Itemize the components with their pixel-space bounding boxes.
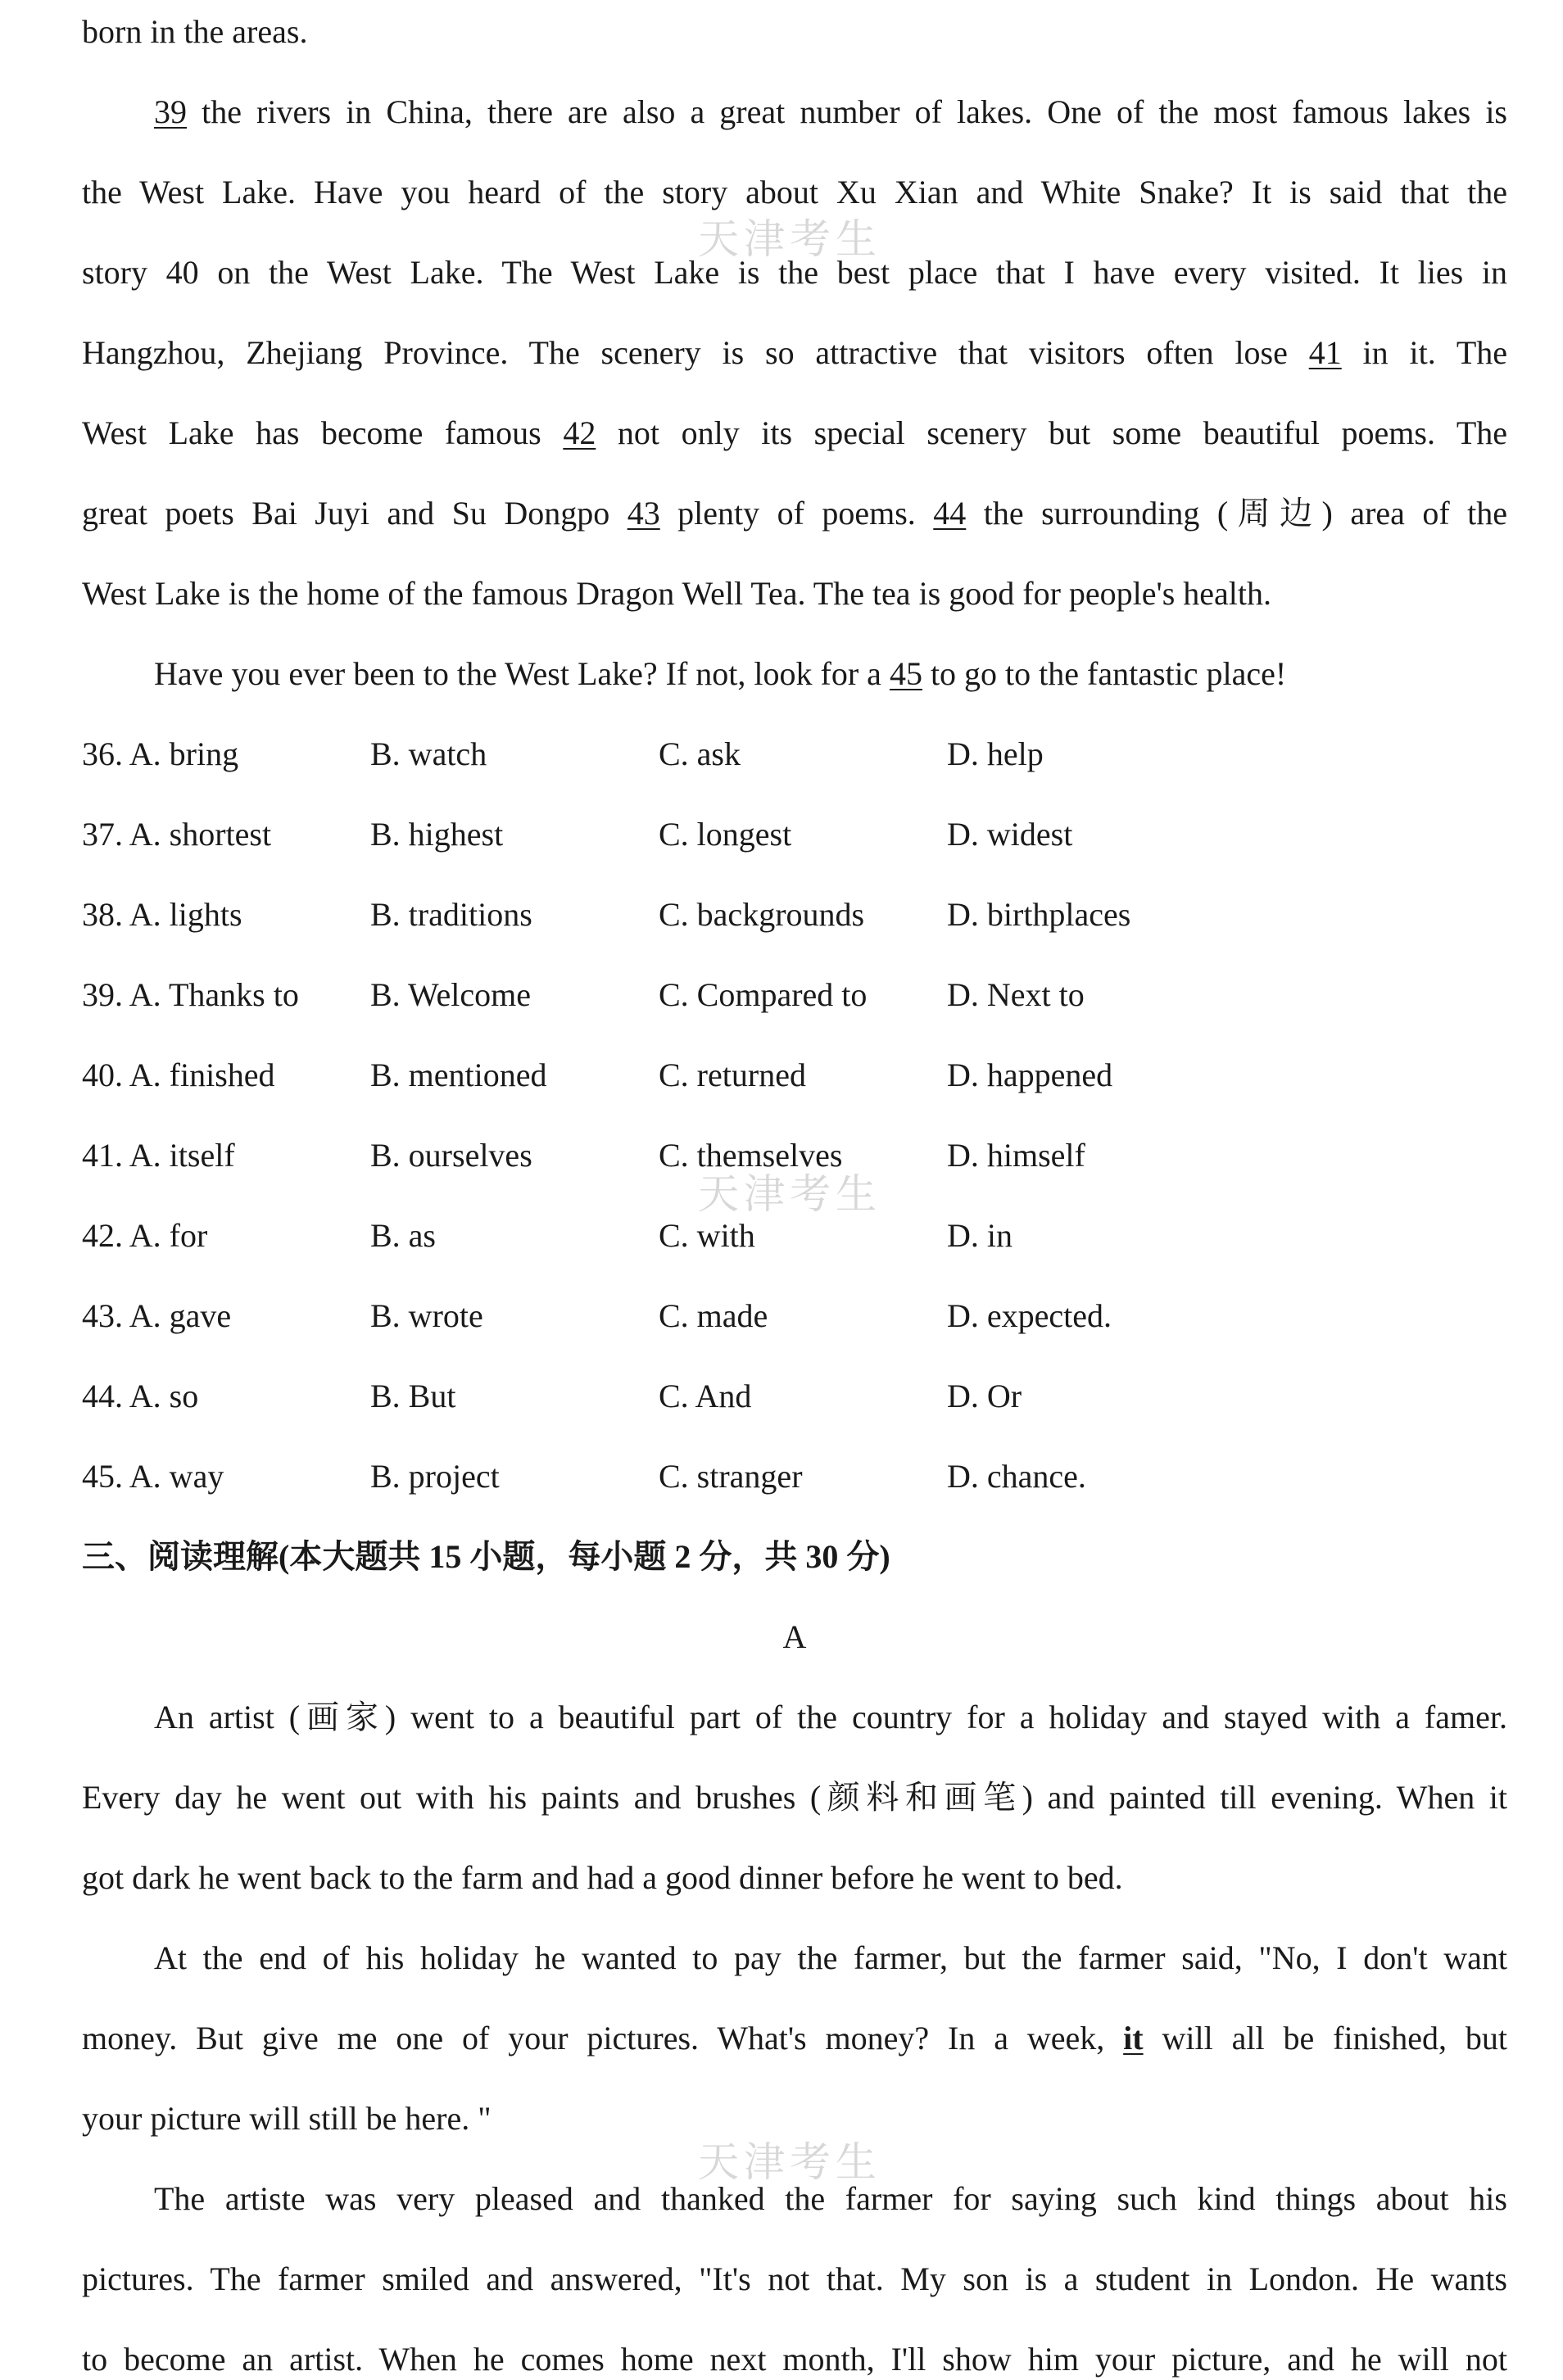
option-b: B. Welcome — [370, 976, 531, 1013]
option-d: D. widest — [947, 816, 1073, 853]
option-row — [82, 1456, 1507, 1497]
option-c: C. returned — [659, 1057, 806, 1093]
option-b: B. ourselves — [370, 1137, 532, 1174]
option-b: B. But — [370, 1378, 456, 1414]
option-c: C. stranger — [659, 1458, 803, 1495]
option-d: D. Next to — [947, 976, 1085, 1013]
passage-line: born in the areas. — [82, 13, 308, 50]
passage-line: the West Lake. Have you heard of the story about Xu Xian and White Snake? It is said that the — [82, 174, 1507, 210]
passage-line: to become an artist. When he comes home next month, I'll show him your picture, and he will not — [82, 2341, 1507, 2378]
option-c: C. with — [659, 1217, 755, 1254]
passage-line: Hangzhou, Zhejiang Province. The scenery is so attractive that visitors often lose 41 in it. The — [82, 334, 1508, 371]
passage-line: At the end of his holiday he wanted to pay the farmer, but the farmer said, "No, I don't want — [154, 1939, 1507, 1976]
option-row — [82, 1055, 1507, 1096]
option-d: D. Or — [947, 1378, 1022, 1414]
passage-line: West Lake has become famous 42 not only its special scenery but some beautiful poems. The — [82, 414, 1508, 451]
option-a: 37. A. shortest — [82, 816, 272, 853]
passage-line: got dark he went back to the farm and had a good dinner before he went to bed. — [82, 1859, 1123, 1896]
option-row — [82, 975, 1507, 1016]
option-b: B. wrote — [370, 1297, 483, 1334]
option-c: C. themselves — [659, 1137, 843, 1174]
option-a: 36. A. bring — [82, 735, 239, 772]
blank-43: 43 — [627, 495, 660, 532]
passage-line: West Lake is the home of the famous Dragon Well Tea. The tea is good for people's health. — [82, 575, 1272, 612]
option-row — [82, 1296, 1507, 1337]
option-a: 42. A. for — [82, 1217, 208, 1254]
passage-line: pictures. The farmer smiled and answered, "It's not that. My son is a student in London. He wants — [82, 2260, 1507, 2297]
blank-44: 44 — [933, 495, 967, 532]
option-row — [82, 1135, 1507, 1176]
option-row — [82, 1376, 1507, 1417]
option-c: C. Compared to — [659, 976, 868, 1013]
option-row — [82, 894, 1507, 935]
option-d: D. in — [947, 1217, 1013, 1254]
underlined-it: it — [1123, 2020, 1144, 2056]
option-d: D. himself — [947, 1137, 1085, 1174]
option-b: B. traditions — [370, 896, 532, 933]
option-c: C. longest — [659, 816, 792, 853]
section-heading: 三、阅读理解(本大题共 15 小题，每小题 2 分，共 30 分) — [82, 1538, 890, 1575]
option-a: 40. A. finished — [82, 1057, 275, 1093]
option-a: 39. A. Thanks to — [82, 976, 299, 1013]
passage-label: A — [782, 1618, 807, 1655]
option-a: 38. A. lights — [82, 896, 242, 933]
passage-line: The artiste was very pleased and thanked the farmer for saying such kind things about his — [154, 2180, 1507, 2217]
option-a: 43. A. gave — [82, 1297, 232, 1334]
watermark: 天津考生 — [698, 215, 881, 263]
watermark: 天津考生 — [698, 1170, 881, 1218]
option-c: C. made — [659, 1297, 768, 1334]
option-c: C. backgrounds — [659, 896, 865, 933]
passage-line: your picture will still be here. " — [82, 2100, 492, 2137]
passage-line: story 40 on the West Lake. The West Lake is the best place that I have every visited. It lies in — [82, 254, 1507, 291]
passage-line: 39 the rivers in China, there are also a great number of lakes. One of the most famous lakes is — [154, 93, 1507, 130]
option-b: B. highest — [370, 816, 504, 853]
option-d: D. chance. — [947, 1458, 1086, 1495]
option-a: 44. A. so — [82, 1378, 199, 1414]
option-d: D. expected. — [947, 1297, 1112, 1334]
option-a: 41. A. itself — [82, 1137, 235, 1174]
option-row — [82, 814, 1507, 855]
passage-line: great poets Bai Juyi and Su Dongpo 43 plenty of poems. 44 the surrounding (周边) area of the — [82, 495, 1507, 532]
option-c: C. ask — [659, 735, 741, 772]
option-b: B. project — [370, 1458, 500, 1495]
option-row — [82, 734, 1507, 775]
option-a: 45. A. way — [82, 1458, 224, 1495]
passage-line: money. But give me one of your pictures. What's money? In a week, it will all be finished, but — [82, 2020, 1507, 2056]
option-d: D. happened — [947, 1057, 1113, 1093]
passage-line: Every day he went out with his paints and brushes (颜料和画笔) and painted till evening. When it — [82, 1779, 1507, 1816]
option-b: B. mentioned — [370, 1057, 547, 1093]
passage-line: Have you ever been to the West Lake? If not, look for a 45 to go to the fantastic place! — [154, 655, 1287, 692]
watermark: 天津考生 — [698, 2138, 881, 2186]
blank-41: 41 — [1308, 334, 1342, 371]
option-b: B. as — [370, 1217, 436, 1254]
blank-39: 39 — [154, 93, 187, 130]
blank-45: 45 — [889, 655, 922, 692]
option-d: D. birthplaces — [947, 896, 1131, 933]
option-d: D. help — [947, 735, 1044, 772]
option-row — [82, 1215, 1507, 1256]
blank-42: 42 — [563, 414, 596, 451]
passage-line: An artist (画家) went to a beautiful part of the country for a holiday and stayed with a famer. — [154, 1699, 1507, 1735]
option-c: C. And — [659, 1378, 752, 1414]
option-b: B. watch — [370, 735, 487, 772]
